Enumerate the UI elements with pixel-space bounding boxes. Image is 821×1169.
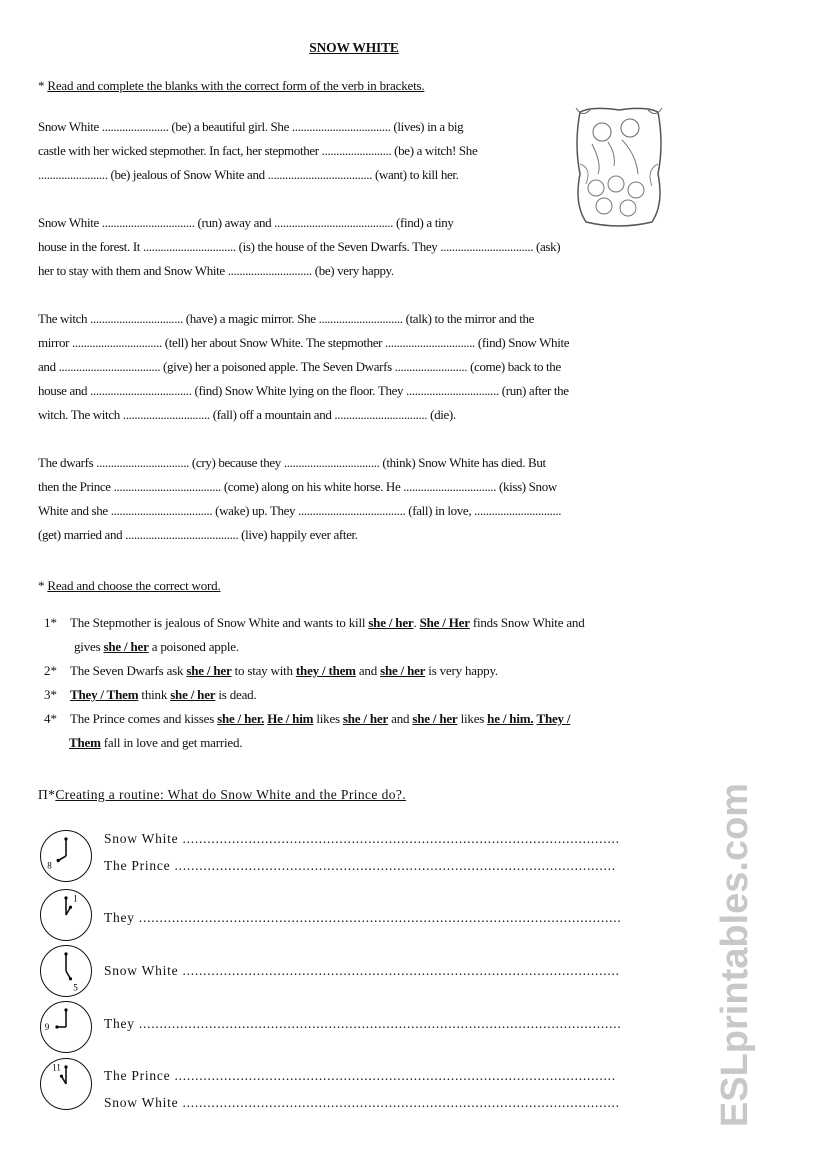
story-line: The dwarfs ................................ (cry) because they ................................. (think) Snow White has died. But [38,455,546,470]
story-line: ........................ (be) jealous of Snow White and .................................... (want) to kill her. [38,167,459,182]
clock-hour-label: 5 [73,982,78,993]
word-choice-option[interactable]: Them [69,735,101,750]
clock-icon [39,888,93,942]
item-number: 4* [44,711,57,726]
clock-icon [39,1057,93,1111]
word-choice-option[interactable]: she / her [186,663,232,678]
instruction-1 [38,78,424,94]
word-choice-option[interactable]: she / her [103,639,149,654]
choice-text: The Seven Dwarfs ask [70,663,187,678]
choice-text: . [413,615,420,630]
choice-text: likes [313,711,343,726]
minute-hand-tip [64,952,67,955]
choice-text: gives [74,639,104,654]
story-line: Snow White ................................ (run) away and ......................................... (find) a tiny [38,215,454,230]
hour-hand-tip [69,977,72,980]
story-line: mirror ............................... (tell) her about Snow White. The stepmother ............................... (find) Snow White [38,335,570,350]
routine-line: Snow White .......................................................................................................... [104,831,620,846]
minute-hand-tip [64,1008,67,1011]
choice-text: The Prince comes and kisses [70,711,218,726]
choice-text: to stay with [231,663,296,678]
story-line: witch. The witch .............................. (fall) off a mountain and ................................ (die). [38,407,456,422]
story-line: and ................................... (give) her a poisoned apple. The Seven Dwarfs ......................... (come) back to the [38,359,561,374]
word-choice-option[interactable]: He / him [267,711,314,726]
word-choice-option[interactable]: he / him. [487,711,534,726]
clock-icon [39,1000,93,1054]
word-choice-option[interactable]: she / her [368,615,414,630]
story-line: Snow White ....................... (be) a beautiful girl. She .................................. (lives) in a big [38,119,464,134]
story-line: house in the forest. It ................................ (is) the house of the Seven Dwarfs. They ................................ (ask) [38,239,561,254]
choice-text: fall in love and get married. [100,735,243,750]
hour-hand-tip [60,1075,63,1078]
instruction-prefix: Π* [38,787,56,802]
instruction-3 [38,787,406,803]
snow-white-illustration [572,104,666,232]
hour-hand-tip [57,859,60,862]
instruction-2 [38,578,221,594]
minute-hand-tip [64,837,67,840]
instruction-prefix: * [38,578,48,593]
clock-hour-label: 9 [44,1022,50,1032]
story-line: house and ................................... (find) Snow White lying on the floor. They ................................ (run) after the [38,383,569,398]
choice-line [70,663,498,679]
clock-hour-label: 1 [73,893,78,904]
choice-line [70,615,585,631]
choice-text: is very happy. [425,663,498,678]
story-line: castle with her wicked stepmother. In fact, her stepmother ........................ (be) a witch! She [38,143,478,158]
hour-hand-tip [55,1025,58,1028]
word-choice-option[interactable]: They / Them [70,687,139,702]
choice-line [70,687,257,703]
word-choice-option[interactable]: she / her [170,687,216,702]
clock-icon [39,944,93,998]
choice-line [70,711,570,727]
word-choice-option[interactable]: she / her [342,711,389,726]
watermark-area [700,760,770,1150]
clock-icon [39,829,93,883]
routine-line: The Prince ........................................................................................................... [104,1068,616,1083]
choice-text: think [138,687,171,702]
clock-hour-label: 11 [52,1062,61,1073]
instruction-text: Read and complete the blanks with the correct form of the verb in brackets. [47,78,425,93]
story-line: then the Prince ..................................... (come) along on his white horse. He ................................ (kiss) Snow [38,479,557,494]
story-line: The witch ................................ (have) a magic mirror. She ............................. (talk) to the mirror and the [38,311,535,326]
routine-line: Snow White .......................................................................................................... [104,963,620,978]
story-line: White and she ................................... (wake) up. They ..................................... (fall) in love, .............................. [38,503,562,518]
item-number: 3* [44,687,57,702]
word-choice-option[interactable]: she / her [412,711,458,726]
choice-line [74,639,239,655]
minute-hand-tip [64,896,67,899]
word-choice-option[interactable]: she / her [380,663,426,678]
choice-text: finds Snow White and [469,615,585,630]
choice-text: likes [457,711,488,726]
story-line: her to stay with them and Snow White ............................. (be) very happy. [38,263,394,278]
word-choice-option[interactable]: She / Her [419,615,470,630]
choice-text: and [388,711,413,726]
choice-line [69,735,242,751]
routine-line: They ..................................................................................................................... [104,1016,622,1031]
word-choice-option[interactable]: she / her. [217,711,265,726]
instruction-prefix: * [38,78,48,93]
clock-hour-label: 8 [47,860,52,871]
choice-text: is dead. [215,687,257,702]
item-number: 1* [44,615,57,630]
word-choice-option[interactable]: they / them [295,663,356,678]
minute-hand-tip [64,1065,67,1068]
routine-line: Snow White .......................................................................................................... [104,1095,620,1110]
word-choice-option[interactable]: They / [536,711,571,726]
instruction-text: Creating a routine: What do Snow White and the Prince do?. [55,787,407,802]
choice-text: The Stepmother is jealous of Snow White and wants to kill [70,615,369,630]
page-title: SNOW WHITE [309,40,399,55]
instruction-text: Read and choose the correct word. [47,578,221,593]
item-number: 2* [44,663,57,678]
hour-hand-tip [69,906,72,909]
choice-text: and [355,663,381,678]
routine-line: The Prince ........................................................................................................... [104,858,616,873]
story-line: (get) married and ....................................... (live) happily ever after. [38,527,358,542]
watermark: ESLprintables.com [714,782,756,1128]
choice-text: a poisoned apple. [148,639,239,654]
routine-line: They ..................................................................................................................... [104,910,622,925]
